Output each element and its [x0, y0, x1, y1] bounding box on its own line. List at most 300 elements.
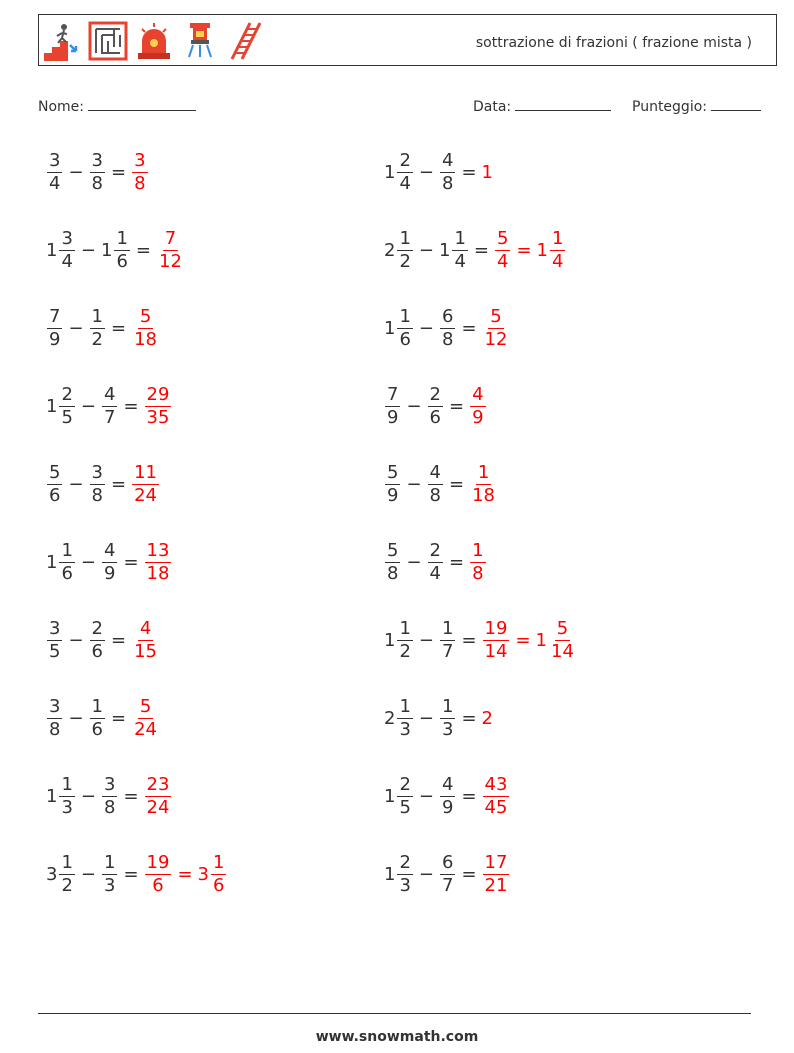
numerator: 23: [146, 773, 170, 795]
denominator: 4: [49, 172, 61, 194]
whole-number: 2: [384, 707, 396, 729]
whole-number: 1: [481, 161, 493, 183]
problem-item: [384, 298, 510, 358]
numerator: 29: [146, 383, 170, 405]
numerator: 1: [454, 227, 466, 249]
problem-item: [384, 454, 498, 514]
denominator: 15: [134, 640, 157, 662]
minus-sign: −: [418, 785, 434, 807]
numerator: 5: [139, 695, 152, 717]
denominator: 3: [442, 718, 454, 740]
numerator: 4: [139, 617, 152, 639]
numerator: 2: [61, 383, 73, 405]
fraction: [47, 306, 62, 351]
denominator: 3: [61, 796, 73, 818]
answer: [131, 306, 160, 351]
numerator: 4: [472, 383, 484, 405]
numerator: 1: [477, 461, 490, 483]
problem-item: [384, 688, 494, 748]
numerator: 5: [387, 461, 399, 483]
alarm-icon: [134, 19, 174, 63]
fraction: [549, 618, 576, 663]
numerator: 5: [497, 227, 509, 249]
minus-sign: −: [418, 863, 434, 885]
fraction: [470, 462, 497, 507]
fraction: [132, 618, 159, 663]
minus-sign: −: [418, 161, 434, 183]
numerator: 11: [134, 461, 157, 483]
denominator: 6: [49, 484, 61, 506]
equals-sign: =: [461, 785, 477, 807]
numerator: 5: [139, 305, 152, 327]
answer: [469, 540, 486, 585]
numerator: 13: [146, 539, 170, 561]
fraction: [145, 852, 172, 897]
numerator: 19: [484, 617, 508, 639]
answer: [131, 150, 148, 195]
fraction: [440, 852, 455, 897]
numerator: 1: [399, 227, 411, 249]
answer: [469, 384, 486, 429]
fraction: [452, 228, 467, 273]
fraction: [470, 540, 485, 585]
numerator: 5: [49, 461, 61, 483]
numerator: 1: [442, 617, 454, 639]
problem-item: [46, 844, 227, 904]
fraction: [157, 228, 184, 273]
equals-sign: =: [461, 863, 477, 885]
whole-number: 1: [384, 161, 396, 183]
fraction: [483, 618, 510, 663]
equals-sign: =: [111, 473, 127, 495]
minus-sign: −: [418, 239, 434, 261]
fraction: [397, 228, 412, 273]
score-line[interactable]: [711, 94, 761, 111]
fraction: [440, 150, 455, 195]
problem-item: [384, 532, 487, 592]
problem-item: [46, 454, 160, 514]
fraction: [550, 228, 565, 273]
problem-item: [46, 688, 160, 748]
denominator: 6: [116, 250, 128, 272]
denominator: 2: [399, 640, 411, 662]
denominator: 24: [134, 484, 157, 506]
denominator: 8: [134, 172, 146, 194]
fraction: [145, 774, 172, 819]
answer: [482, 774, 511, 819]
minus-sign: −: [68, 707, 84, 729]
denominator: 8: [91, 484, 103, 506]
equals-sign: =: [461, 161, 477, 183]
equals-sign: =: [473, 239, 489, 261]
equals-sign: =: [516, 239, 532, 261]
numerator: 1: [552, 227, 564, 249]
minus-sign: −: [68, 317, 84, 339]
denominator: 9: [49, 328, 61, 350]
whole-number: 1: [46, 785, 58, 807]
problem-item: [46, 220, 185, 280]
numerator: 5: [556, 617, 569, 639]
problem-item: [46, 376, 172, 436]
fraction: [440, 618, 455, 663]
minus-sign: −: [418, 707, 434, 729]
numerator: 2: [399, 851, 411, 873]
denominator: 18: [146, 562, 170, 584]
denominator: 3: [399, 874, 411, 896]
minus-sign: −: [68, 473, 84, 495]
equals-sign: =: [461, 707, 477, 729]
problem-item: [384, 844, 510, 904]
whole-number: 2: [384, 239, 396, 261]
answer: [482, 708, 494, 729]
numerator: 2: [399, 773, 411, 795]
fraction: [102, 540, 117, 585]
fraction: [90, 150, 105, 195]
fraction: [47, 696, 62, 741]
denominator: 3: [399, 718, 411, 740]
answer: [144, 852, 228, 897]
denominator: 8: [442, 172, 454, 194]
answer: [482, 852, 511, 897]
numerator: 1: [61, 851, 73, 873]
answer: [482, 618, 577, 663]
whole-number: 1: [384, 629, 396, 651]
fraction: [59, 384, 74, 429]
denominator: 9: [472, 406, 484, 428]
numerator: 3: [49, 695, 61, 717]
numerator: 4: [442, 149, 454, 171]
numerator: 3: [91, 461, 103, 483]
denominator: 12: [484, 328, 508, 350]
fraction: [47, 618, 62, 663]
denominator: 2: [61, 874, 73, 896]
minus-sign: −: [418, 317, 434, 339]
fraction: [102, 774, 117, 819]
numerator: 19: [146, 851, 170, 873]
fraction: [132, 150, 147, 195]
fraction: [385, 384, 400, 429]
minus-sign: −: [80, 551, 96, 573]
denominator: 45: [484, 796, 508, 818]
date-label: Data:: [473, 99, 512, 115]
numerator: 1: [399, 617, 411, 639]
stairs-icon: [42, 19, 82, 63]
numerator: 4: [442, 773, 454, 795]
denominator: 4: [454, 250, 466, 272]
fraction: [145, 384, 172, 429]
answer: [482, 306, 511, 351]
maze-icon: [88, 19, 128, 63]
equals-sign: =: [177, 863, 193, 885]
fraction: [428, 540, 443, 585]
whole-number: 1: [439, 239, 451, 261]
denominator: 6: [91, 718, 103, 740]
denominator: 8: [472, 562, 484, 584]
denominator: 7: [442, 874, 454, 896]
denominator: 4: [61, 250, 73, 272]
numerator: 1: [104, 851, 116, 873]
problem-item: [384, 610, 577, 670]
answer: [469, 462, 498, 507]
numerator: 43: [484, 773, 508, 795]
fraction: [132, 306, 159, 351]
whole-number: 1: [384, 785, 396, 807]
whole-number: 2: [481, 707, 493, 729]
fraction: [440, 774, 455, 819]
numerator: 17: [484, 851, 508, 873]
numerator: 2: [429, 383, 441, 405]
numerator: 1: [91, 695, 103, 717]
equals-sign: =: [449, 551, 465, 573]
name-field: [38, 94, 196, 115]
fraction: [397, 774, 412, 819]
denominator: 24: [134, 718, 157, 740]
fraction: [397, 306, 412, 351]
problem-item: [46, 766, 172, 826]
denominator: 6: [91, 640, 103, 662]
fraction: [114, 228, 129, 273]
denominator: 9: [104, 562, 116, 584]
problem-item: [384, 766, 510, 826]
fraction: [132, 696, 159, 741]
fraction: [47, 150, 62, 195]
minus-sign: −: [406, 473, 422, 495]
minus-sign: −: [68, 161, 84, 183]
fraction: [470, 384, 485, 429]
fraction: [397, 618, 412, 663]
denominator: 8: [442, 328, 454, 350]
denominator: 8: [49, 718, 61, 740]
lantern-icon: [180, 19, 220, 63]
whole-number: 1: [536, 239, 548, 261]
answer: [131, 462, 160, 507]
fraction: [145, 540, 172, 585]
equals-sign: =: [111, 629, 127, 651]
whole-number: 1: [46, 395, 58, 417]
numerator: 5: [387, 539, 399, 561]
problem-item: [384, 376, 487, 436]
denominator: 24: [146, 796, 170, 818]
name-line[interactable]: [88, 94, 196, 111]
minus-sign: −: [80, 395, 96, 417]
numerator: 2: [399, 149, 411, 171]
numerator: 7: [164, 227, 177, 249]
whole-number: 1: [384, 317, 396, 339]
problem-item: [46, 298, 160, 358]
numerator: 1: [472, 539, 484, 561]
fraction: [397, 150, 412, 195]
equals-sign: =: [111, 317, 127, 339]
fraction: [102, 384, 117, 429]
whole-number: 1: [535, 629, 547, 651]
denominator: 7: [442, 640, 454, 662]
answer: [131, 696, 160, 741]
answer: [144, 384, 173, 429]
numerator: 7: [49, 305, 61, 327]
whole-number: 1: [46, 239, 58, 261]
fraction: [483, 774, 510, 819]
numerator: 3: [49, 617, 61, 639]
equals-sign: =: [111, 707, 127, 729]
denominator: 5: [49, 640, 61, 662]
equals-sign: =: [461, 629, 477, 651]
fraction: [132, 462, 159, 507]
fraction: [59, 228, 74, 273]
fraction: [428, 384, 443, 429]
denominator: 4: [552, 250, 564, 272]
header-icons: [42, 19, 266, 63]
minus-sign: −: [80, 863, 96, 885]
denominator: 4: [497, 250, 509, 272]
fraction: [483, 852, 510, 897]
footer-url: www.snowmath.com: [315, 1029, 479, 1045]
denominator: 4: [399, 172, 411, 194]
answer: [144, 540, 173, 585]
numerator: 4: [104, 383, 116, 405]
numerator: 1: [213, 851, 225, 873]
denominator: 6: [399, 328, 411, 350]
minus-sign: −: [406, 551, 422, 573]
fraction: [428, 462, 443, 507]
fraction: [59, 774, 74, 819]
denominator: 4: [429, 562, 441, 584]
minus-sign: −: [80, 785, 96, 807]
whole-number: 1: [384, 863, 396, 885]
equals-sign: =: [135, 239, 151, 261]
equals-sign: =: [111, 161, 127, 183]
minus-sign: −: [80, 239, 96, 261]
numerator: 4: [429, 461, 441, 483]
fraction: [59, 540, 74, 585]
footer-divider: [38, 1013, 751, 1014]
numerator: 6: [442, 305, 454, 327]
denominator: 35: [146, 406, 170, 428]
fraction: [90, 462, 105, 507]
whole-number: 1: [46, 551, 58, 573]
whole-number: 3: [46, 863, 58, 885]
fraction: [440, 306, 455, 351]
denominator: 7: [104, 406, 116, 428]
name-label: Nome:: [38, 99, 85, 115]
numerator: 7: [387, 383, 399, 405]
equals-sign: =: [449, 473, 465, 495]
worksheet-header: [38, 14, 777, 66]
equals-sign: =: [123, 395, 139, 417]
fraction: [90, 696, 105, 741]
denominator: 18: [134, 328, 157, 350]
fraction: [211, 852, 226, 897]
fraction: [397, 696, 412, 741]
problem-item: [46, 532, 172, 592]
answer: [144, 774, 173, 819]
numerator: 1: [399, 695, 411, 717]
whole-number: 3: [197, 863, 209, 885]
denominator: 9: [387, 484, 399, 506]
score-label: Punteggio:: [632, 99, 707, 115]
minus-sign: −: [418, 629, 434, 651]
fraction: [90, 618, 105, 663]
denominator: 18: [472, 484, 495, 506]
numerator: 2: [91, 617, 103, 639]
numerator: 2: [429, 539, 441, 561]
denominator: 8: [91, 172, 103, 194]
denominator: 2: [91, 328, 103, 350]
denominator: 5: [61, 406, 73, 428]
denominator: 6: [61, 562, 73, 584]
numerator: 4: [104, 539, 116, 561]
fraction: [385, 540, 400, 585]
denominator: 6: [152, 874, 164, 896]
numerator: 1: [91, 305, 103, 327]
equals-sign: =: [123, 785, 139, 807]
problem-item: [46, 142, 149, 202]
numerator: 1: [61, 539, 73, 561]
equals-sign: =: [123, 551, 139, 573]
numerator: 1: [442, 695, 454, 717]
minus-sign: −: [406, 395, 422, 417]
ladder-icon: [226, 19, 266, 63]
answer: [156, 228, 185, 273]
denominator: 12: [159, 250, 182, 272]
denominator: 6: [213, 874, 225, 896]
denominator: 2: [399, 250, 411, 272]
fraction: [59, 852, 74, 897]
answer: [482, 162, 494, 183]
fraction: [483, 306, 510, 351]
date-line[interactable]: [515, 94, 611, 111]
fraction: [90, 306, 105, 351]
denominator: 6: [429, 406, 441, 428]
fraction: [495, 228, 510, 273]
numerator: 3: [134, 149, 146, 171]
denominator: 8: [429, 484, 441, 506]
numerator: 3: [61, 227, 73, 249]
problem-item: [384, 142, 494, 202]
fraction: [47, 462, 62, 507]
answer: [131, 618, 160, 663]
answer: [494, 228, 566, 273]
denominator: 21: [484, 874, 508, 896]
numerator: 3: [91, 149, 103, 171]
numerator: 3: [104, 773, 116, 795]
numerator: 6: [442, 851, 454, 873]
denominator: 14: [551, 640, 574, 662]
problem-item: [384, 220, 566, 280]
numerator: 5: [490, 305, 502, 327]
fraction: [397, 852, 412, 897]
date-field: [473, 94, 611, 115]
whole-number: 1: [101, 239, 113, 261]
problem-item: [46, 610, 160, 670]
equals-sign: =: [461, 317, 477, 339]
denominator: 3: [104, 874, 116, 896]
fraction: [102, 852, 117, 897]
equals-sign: =: [123, 863, 139, 885]
denominator: 5: [399, 796, 411, 818]
equals-sign: =: [449, 395, 465, 417]
score-field: [632, 94, 761, 115]
numerator: 1: [61, 773, 73, 795]
denominator: 14: [484, 640, 508, 662]
denominator: 9: [442, 796, 454, 818]
fraction: [440, 696, 455, 741]
minus-sign: −: [68, 629, 84, 651]
worksheet-title: sottrazione di frazioni ( frazione mista ): [475, 35, 752, 51]
numerator: 3: [49, 149, 61, 171]
denominator: 8: [387, 562, 399, 584]
numerator: 1: [116, 227, 128, 249]
numerator: 1: [399, 305, 411, 327]
